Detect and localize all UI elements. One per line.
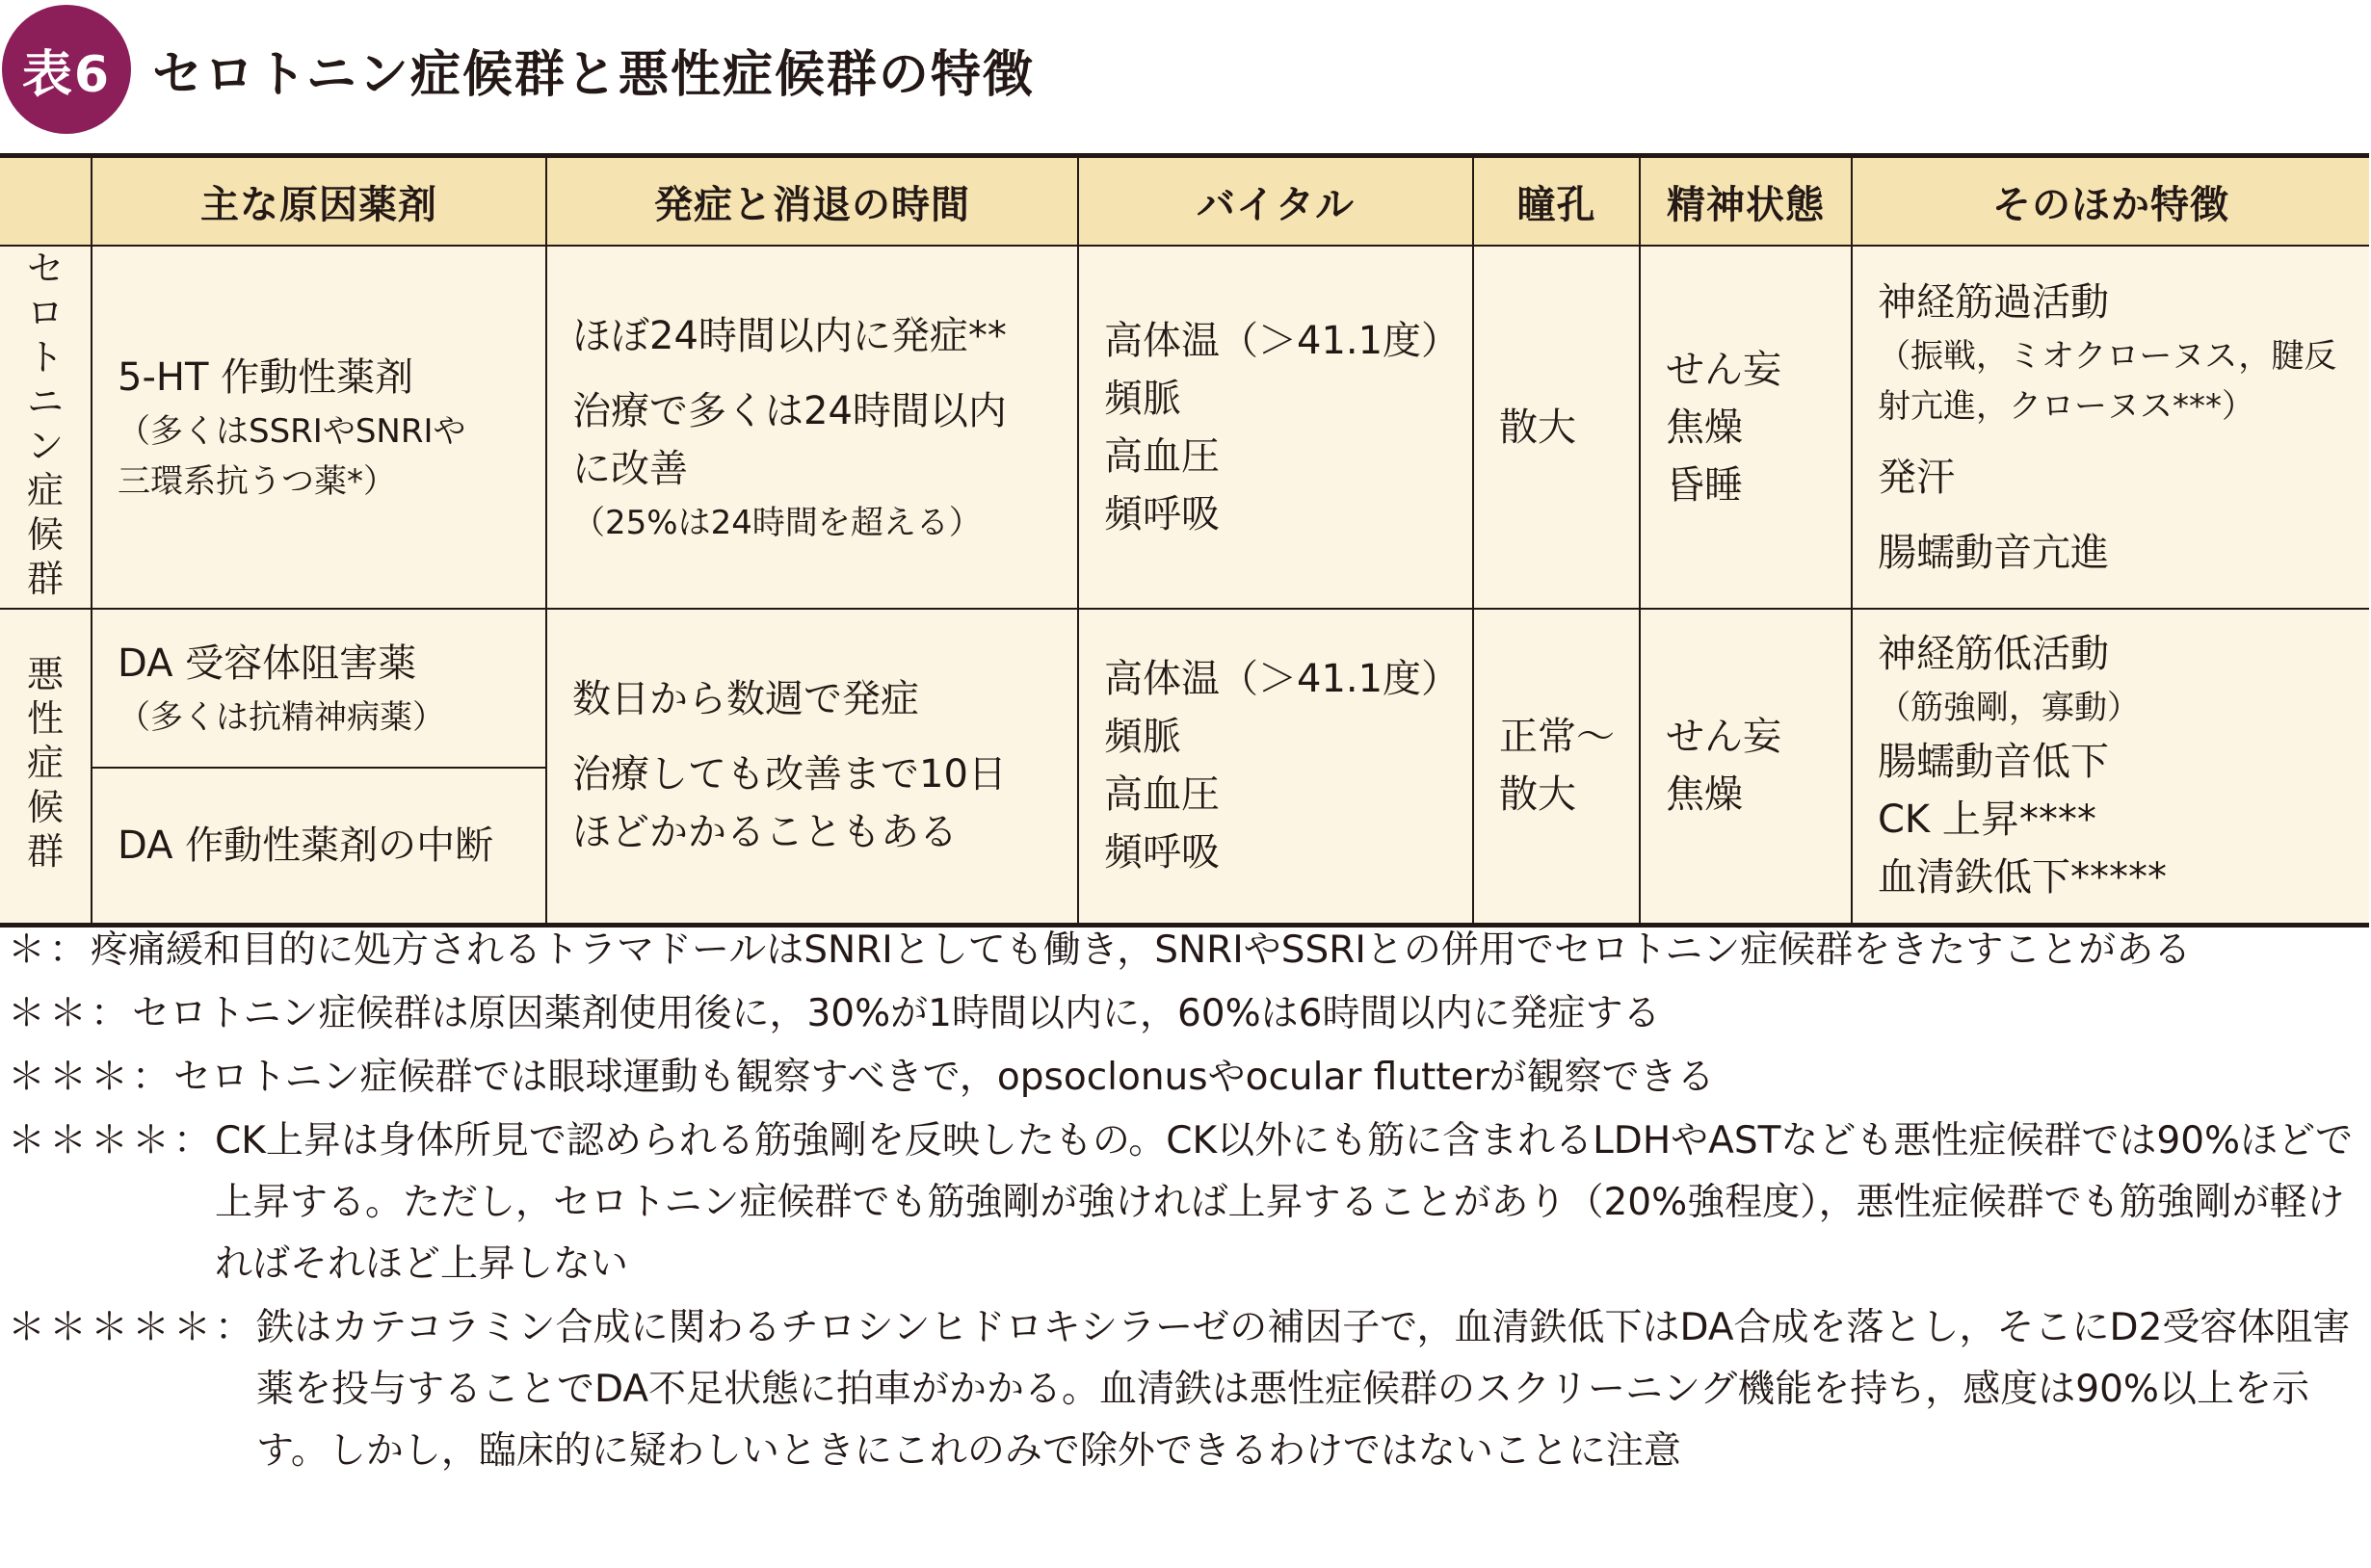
cell-nms-vitals (1078, 609, 1473, 925)
footnote-text: 鉄はカテコラミン合成に関わるチロシンヒドロキシラーゼの補因子で，血清鉄低下はDA合成を落とし，そこにD2受容体阻害薬を投与することでDA不足状態に拍車がかかる。血清鉄は悪性症候群のスクリーニング機能を持ち，感度は90%以上を示す。しかし，臨床的に疑わしいときにこれのみで除外できるわけではないことに注意 (256, 1306, 2351, 1473)
onset-line: に改善 (572, 446, 688, 491)
footnote (8, 1111, 2368, 1295)
cell-serotonin-pupil (1473, 246, 1640, 609)
footnote-mark: ＊＊＊＊＊： (8, 1306, 257, 1349)
footnote-mark: ＊＊： (8, 992, 133, 1035)
column-header-drugs: 主な原因薬剤 (92, 156, 546, 247)
feature-line: 腸蠕動音低下 (1878, 740, 2109, 785)
drug-line: DA 作動性薬剤の中断 (118, 823, 494, 868)
row-label-nms: 悪性症候群 (26, 652, 64, 873)
feature-line: （筋強剛，寡動） (1878, 689, 2140, 728)
footnote-text: セロトニン症候群では眼球運動も観察すべきで，opsoclonusやocular flutterが観察できる (173, 1056, 1715, 1099)
footnote-mark: ＊： (8, 928, 92, 972)
onset-line: ほどかかることもある (572, 810, 958, 855)
pupil-line: 正常〜 (1499, 715, 1615, 760)
comparison-table (0, 153, 2369, 928)
drug-line: （多くはSSRIやSNRIや (118, 411, 466, 451)
footnote-mark: ＊＊＊： (8, 1056, 174, 1099)
feature-line: 血清鉄低下***** (1878, 855, 2167, 901)
vital-line: 頻呼吸 (1104, 830, 1220, 875)
vital-line: 頻呼吸 (1104, 491, 1220, 536)
vital-line: 頻脈 (1104, 376, 1181, 421)
title-row (2, 4, 1035, 135)
onset-line: 治療で多くは24時間以内 (572, 388, 1007, 433)
footnote (8, 983, 2368, 1045)
cell-serotonin-other (1852, 246, 2369, 609)
column-header-vitals: バイタル (1078, 156, 1473, 247)
mental-line: 焦燥 (1666, 405, 1743, 450)
row-header-serotonin (0, 246, 92, 609)
column-header-mental: 精神状態 (1640, 156, 1852, 247)
row-label-serotonin: セロトニン症候群 (26, 248, 64, 600)
column-header-other: そのほか特徴 (1852, 156, 2369, 247)
feature-line: CK 上昇**** (1878, 797, 2096, 843)
feature-line: 神経筋低活動 (1878, 632, 2109, 677)
onset-line: 治療しても改善まで10日 (572, 752, 1007, 797)
cell-nms-drugs-a (92, 609, 546, 768)
header-row (0, 156, 2369, 247)
vital-line: 高体温（＞41.1度） (1104, 318, 1461, 363)
column-header-pupil: 瞳孔 (1473, 156, 1640, 247)
feature-line: 神経筋過活動 (1878, 279, 2109, 325)
drug-line: DA 受容体阻害薬 (118, 640, 417, 686)
mental-line: 焦燥 (1666, 772, 1743, 818)
pupil-value: 散大 (1499, 405, 1576, 450)
vital-line: 頻脈 (1104, 715, 1181, 760)
row-header-nms (0, 609, 92, 925)
cell-nms-pupil (1473, 609, 1640, 925)
feature-line: 腸蠕動音亢進 (1878, 530, 2109, 575)
drug-line: 三環系抗うつ薬*） (118, 461, 396, 501)
cell-serotonin-drugs (92, 246, 546, 609)
feature-line: 発汗 (1878, 455, 1955, 500)
onset-line: 数日から数週で発症 (572, 677, 919, 722)
footnote-text: 疼痛緩和目的に処方されるトラマドールはSNRIとしても働き，SNRIやSSRIとの併用でセロトニン症候群をきたすことがある (91, 928, 2192, 972)
serotonin-row (0, 246, 2369, 609)
vital-line: 高血圧 (1104, 433, 1220, 479)
table-number-badge: 表6 (2, 5, 131, 134)
vital-line: 高体温（＞41.1度） (1104, 657, 1461, 702)
nms-row-a (0, 609, 2369, 768)
mental-line: せん妄 (1666, 347, 1781, 392)
footnote-mark: ＊＊＊＊： (8, 1119, 216, 1163)
cell-nms-onset (546, 609, 1078, 925)
pupil-line: 散大 (1499, 772, 1576, 818)
onset-line: ほぼ24時間以内に発症** (572, 313, 1007, 358)
mental-line: 昏睡 (1666, 462, 1743, 508)
cell-nms-drugs-b (92, 768, 546, 925)
cell-serotonin-vitals (1078, 246, 1473, 609)
onset-line: （25%は24時間を超える） (572, 503, 982, 542)
footnote-text: CK上昇は身体所見で認められる筋強剛を反映したもの。CK以外にも筋に含まれるLDHやASTなども悪性症候群では90%ほどで上昇する。ただし，セロトニン症候群でも筋強剛が強ければ上昇することがあり（20%強程度），悪性症候群でも筋強剛が軽ければそれほど上昇しない (215, 1119, 2354, 1286)
column-header-blank (0, 156, 92, 247)
cell-serotonin-onset (546, 246, 1078, 609)
footnote (8, 1297, 2368, 1482)
footnotes (8, 920, 2368, 1484)
drug-line: （多くは抗精神病薬） (118, 697, 445, 737)
footnote (8, 1047, 2368, 1109)
feature-line: 射亢進，クローヌス***） (1878, 386, 2254, 426)
drug-line: 5-HT 作動性薬剤 (118, 354, 414, 400)
mental-line: せん妄 (1666, 715, 1781, 760)
vital-line: 高血圧 (1104, 772, 1220, 818)
page-title: セロトニン症候群と悪性症候群の特徴 (152, 45, 1035, 104)
cell-serotonin-mental (1640, 246, 1852, 609)
column-header-onset: 発症と消退の時間 (546, 156, 1078, 247)
footnote (8, 920, 2368, 981)
feature-line: （振戦，ミオクローヌス，腱反 (1878, 336, 2337, 376)
cell-nms-mental (1640, 609, 1852, 925)
cell-nms-other (1852, 609, 2369, 925)
footnote-text: セロトニン症候群は原因薬剤使用後に，30%が1時間以内に，60%は6時間以内に発症する (132, 992, 1661, 1035)
